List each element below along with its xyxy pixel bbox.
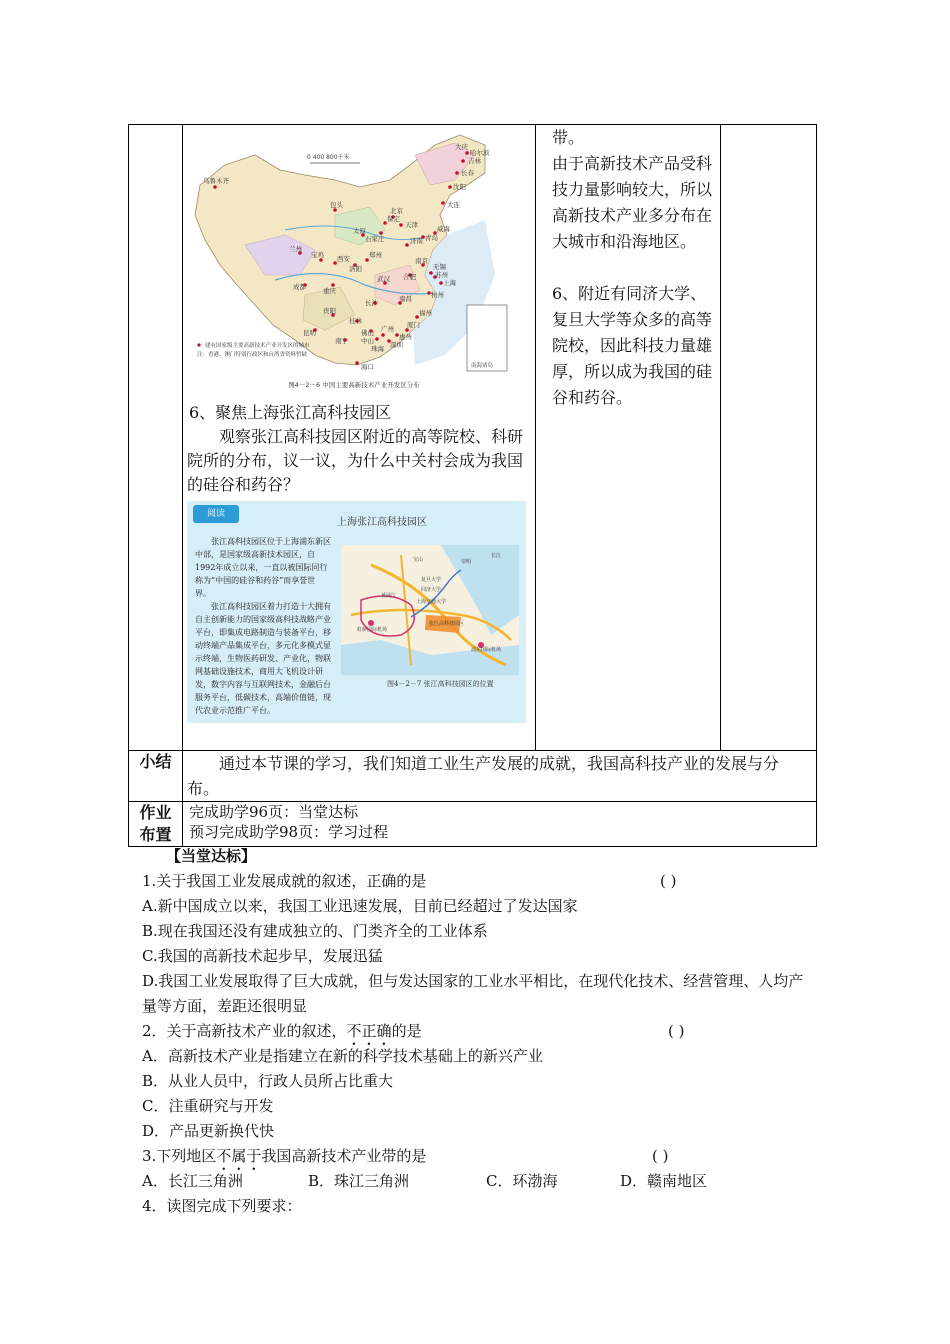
city-label: 中山 bbox=[361, 337, 374, 345]
q2-option-d: D．产品更新换代快 bbox=[142, 1122, 275, 1140]
answer-para-1: 由于高新技术产品受科技力量影响较大，所以高新技术产业多分布在大城市和沿海地区。 bbox=[552, 154, 713, 251]
exercise-header: 【当堂达标】 bbox=[166, 847, 257, 865]
question-2-suffix: 的是 bbox=[391, 1022, 422, 1040]
q1-option-c: C.我国的高新技术起步早，发展迅猛 bbox=[142, 947, 383, 965]
q2-option-c: C．注重研究与开发 bbox=[142, 1097, 274, 1115]
exercise-section bbox=[142, 844, 822, 1219]
city-label: 南宁 bbox=[335, 337, 348, 345]
city-label: 西安 bbox=[337, 255, 350, 263]
homework-cell bbox=[183, 802, 817, 847]
q3-option-c: C．环渤海 bbox=[486, 1172, 558, 1190]
zj-map-label: 虹桥国际机场 bbox=[357, 627, 388, 633]
city-label: 兰州 bbox=[289, 245, 302, 253]
homework-label-line2: 布置 bbox=[139, 825, 172, 844]
south-sea-inset bbox=[467, 305, 507, 371]
city-label: 重庆 bbox=[323, 287, 336, 295]
city-label: 福州 bbox=[419, 309, 432, 317]
question-2-emphasis: 不正确 bbox=[346, 1022, 392, 1040]
city-label: 石家庄 bbox=[365, 235, 385, 243]
city-label: 天津 bbox=[405, 221, 418, 229]
city-dot bbox=[448, 185, 452, 189]
homework-label bbox=[129, 802, 183, 847]
city-label: 长沙 bbox=[365, 299, 378, 307]
lesson-table bbox=[128, 124, 817, 847]
zj-map-label: 宝山 bbox=[413, 557, 424, 563]
city-label: 沈阳 bbox=[453, 183, 466, 191]
city-label: 保定 bbox=[387, 215, 400, 223]
city-dot bbox=[213, 185, 217, 189]
zj-map-label: 上海交通大学 bbox=[416, 599, 447, 605]
city-dot bbox=[399, 223, 403, 227]
answer-para-2: 6、附近有同济大学、复旦大学等众多的高等院校，因此科技力量雄厚，所以成为我国的硅谷和药谷。 bbox=[552, 284, 713, 407]
zj-map-label: 黄浦江 bbox=[381, 593, 397, 599]
city-label: 武汉 bbox=[377, 275, 390, 283]
reading-title: 上海张江高科技园区 bbox=[337, 517, 427, 528]
zhangjiang-map bbox=[341, 545, 519, 675]
question-3-prefix: 3.下列地区 bbox=[142, 1147, 217, 1165]
q3-option-d: D．赣南地区 bbox=[620, 1172, 708, 1190]
city-label: 洛阳 bbox=[349, 265, 362, 273]
legend-note: 注：香港、澳门特别行政区和台湾省资料暂缺 bbox=[197, 352, 308, 358]
map-caption: 图4－2－6 中国主要高新技术产业开发区分布 bbox=[288, 381, 420, 389]
city-dot bbox=[441, 201, 445, 205]
zj-map-label: 复旦大学 bbox=[421, 577, 442, 583]
notes-cell bbox=[721, 125, 817, 751]
q3-options bbox=[142, 1169, 822, 1194]
city-label: 无锡 bbox=[433, 263, 446, 271]
city-label: 佛山 bbox=[361, 329, 374, 337]
zj-map-label: 浦东国际机场 bbox=[471, 647, 502, 653]
city-label: 广州 bbox=[381, 325, 394, 333]
city-dot bbox=[429, 271, 433, 275]
legend-text: 建有国家级主要高新技术产业开发区的城市 bbox=[205, 343, 310, 349]
china-map-svg bbox=[185, 125, 523, 397]
city-label: 威海 bbox=[437, 225, 450, 233]
question-1-answer-blank[interactable]: ( ) bbox=[660, 872, 677, 890]
q3-option-b: B．珠江三角洲 bbox=[308, 1172, 410, 1190]
city-dot bbox=[405, 243, 409, 247]
question-3-suffix: 我国高新技术产业带的是 bbox=[261, 1147, 427, 1165]
reading-badge: 阅读 bbox=[193, 505, 239, 523]
city-dot bbox=[465, 151, 469, 155]
question-3-answer-blank[interactable]: ( ) bbox=[652, 1147, 669, 1165]
question-1 bbox=[142, 869, 822, 894]
section-title: 6、聚焦上海张江高科技园区 bbox=[189, 403, 392, 422]
q3-option-a: A．长江三角洲 bbox=[142, 1172, 243, 1190]
activity-cell bbox=[183, 125, 536, 751]
zj-map-label: 崇明 bbox=[461, 559, 472, 565]
homework-line-2: 预习完成助学98页：学习过程 bbox=[189, 823, 389, 841]
china-hightech-map bbox=[185, 125, 523, 397]
city-label: 太原 bbox=[353, 227, 366, 235]
question-3-emphasis: 不属于 bbox=[216, 1147, 262, 1165]
city-label: 苏州 bbox=[435, 271, 448, 279]
city-label: 南昌 bbox=[399, 295, 412, 303]
city-label: 珠海 bbox=[371, 345, 384, 353]
city-label: 杭州 bbox=[431, 291, 444, 299]
city-label: 厦门 bbox=[407, 321, 420, 329]
city-label: 长春 bbox=[461, 169, 474, 177]
section-question: 观察张江高科技园区附近的高等院校、科研院所的分布，议一议，为什么中关村会成为我国的硅谷和药谷？ bbox=[187, 427, 524, 494]
question-2-prefix: 2．关于高新技术产业的叙述， bbox=[142, 1022, 347, 1040]
question-1-text: 1.关于我国工业发展成就的叙述，正确的是 bbox=[142, 872, 427, 890]
city-label: 上海 bbox=[443, 279, 456, 287]
city-label: 海口 bbox=[361, 363, 374, 371]
scale-label: 0 400 800千米 bbox=[307, 154, 350, 161]
city-label: 青岛 bbox=[425, 234, 438, 242]
homework-line-1: 完成助学96页：当堂达标 bbox=[189, 803, 359, 821]
homework-label-line1: 作业 bbox=[139, 803, 172, 822]
reading-box bbox=[187, 501, 526, 723]
city-label: 大庆 bbox=[455, 143, 468, 151]
answer-text bbox=[536, 125, 720, 411]
reading-para-1: 张江高科技园区位于上海浦东新区中部，是国家级高新技术园区，自1992年成立以来，一直以被国际同行称为“中国的硅谷和药谷”而享誉世界。 bbox=[195, 537, 331, 598]
question-2 bbox=[142, 1019, 822, 1044]
city-dot bbox=[375, 337, 379, 341]
reading-para-2: 张江高科技园区着力打造十大拥有自主创新能力的国家级高科技战略产业平台，即集成电路制造与装备平台，移动终端产品集成平台，多元化多模式显示终端，生物医药研发、产业化，物联网基础设施技术，商用大飞机设计研发，数字内容与互联网技术，金融后台服务平台，低碳技术，高端价值链，现代农业示范推广平台。 bbox=[195, 602, 331, 715]
city-label: 吉林 bbox=[468, 157, 481, 165]
city-label: 济南 bbox=[410, 237, 423, 245]
city-label: 北京 bbox=[390, 207, 403, 215]
label-cell-empty bbox=[129, 125, 183, 751]
city-dot bbox=[461, 159, 465, 163]
answer-line-0: 带。 bbox=[552, 128, 585, 147]
city-label: 深圳 bbox=[390, 341, 403, 349]
city-label: 惠州 bbox=[399, 333, 412, 341]
city-label: 乌鲁木齐 bbox=[203, 177, 229, 185]
city-label: 宝鸡 bbox=[311, 251, 324, 259]
summary-cell bbox=[183, 751, 817, 802]
question-4: 4．读图完成下列要求： bbox=[142, 1197, 302, 1215]
zj-map-label: 长江 bbox=[491, 553, 502, 559]
city-dot bbox=[455, 171, 459, 175]
summary-text: 通过本节课的学习，我们知道工业生产发展的成就，我国高科技产业的发展与分布。 bbox=[187, 754, 780, 798]
city-label: 桂林 bbox=[349, 317, 362, 325]
zj-map-label: 同济大学 bbox=[421, 587, 442, 593]
city-label: 郑州 bbox=[369, 251, 382, 259]
zj-map-caption: 图4－2－7 张江高科技园区的位置 bbox=[387, 680, 494, 688]
city-dot bbox=[381, 333, 385, 337]
reading-text bbox=[195, 535, 331, 715]
city-label: 哈尔滨 bbox=[470, 149, 490, 157]
q1-option-b: B.现在我国还没有建成独立的、门类齐全的工业体系 bbox=[142, 922, 488, 940]
inset-label: 南海诸岛 bbox=[471, 363, 494, 369]
q2-option-b: B．从业人员中，行政人员所占比重大 bbox=[142, 1072, 394, 1090]
city-label: 贵阳 bbox=[323, 307, 336, 315]
summary-label: 小结 bbox=[129, 751, 183, 802]
city-label: 包头 bbox=[330, 201, 343, 209]
q1-option-a: A.新中国成立以来，我国工业迅速发展，目前已经超过了发达国家 bbox=[142, 897, 578, 915]
q1-option-d: D.我国工业发展取得了巨大成就，但与发达国家的工业水平相比，在现代化技术、经营管理、人均产量等方面，差距还很明显 bbox=[142, 972, 804, 1015]
zj-map-label: 张江高科技园区 bbox=[429, 621, 465, 627]
city-label: 成都 bbox=[293, 283, 306, 291]
city-label: 昆明 bbox=[303, 329, 316, 337]
city-dot bbox=[355, 361, 359, 365]
answer-cell bbox=[536, 125, 721, 751]
city-label: 南京 bbox=[415, 257, 428, 265]
question-2-answer-blank[interactable]: ( ) bbox=[668, 1022, 685, 1040]
q2-option-a: A．高新技术产业是指建立在新的科学技术基础上的新兴产业 bbox=[142, 1047, 543, 1065]
question-3 bbox=[142, 1144, 822, 1169]
city-label: 合肥 bbox=[403, 273, 416, 281]
legend-dot bbox=[197, 343, 200, 346]
city-label: 大连 bbox=[447, 201, 460, 209]
